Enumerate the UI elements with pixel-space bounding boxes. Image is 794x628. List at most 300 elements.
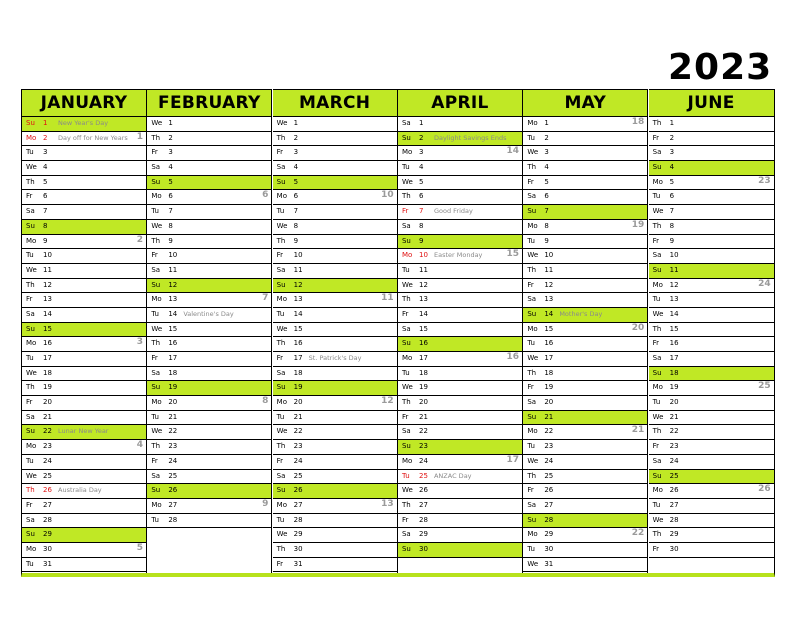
day-row: [147, 425, 271, 440]
day-number: 9: [43, 236, 48, 245]
weekday-label: Su: [151, 177, 161, 186]
weekday-label: Tu: [401, 368, 410, 377]
day-number: 25: [418, 471, 428, 480]
weekday-label: Th: [26, 280, 35, 289]
day-number: 20: [418, 398, 428, 407]
day-number: 20: [43, 398, 52, 407]
weekday-label: We: [527, 251, 539, 260]
day-row: [273, 514, 397, 529]
weekday-label: Mo: [276, 500, 287, 509]
day-row: [273, 440, 397, 455]
day-number: 11: [168, 265, 178, 274]
day-number: 15: [669, 324, 679, 333]
day-row: [398, 117, 522, 132]
day-row: [22, 249, 146, 264]
weekday-label: Mo: [527, 119, 538, 127]
day-row: [523, 293, 647, 308]
year-title: 2023: [668, 47, 773, 88]
weekday-label: Th: [401, 295, 411, 304]
day-row: [273, 293, 397, 308]
month-header: JANUARY: [22, 89, 146, 117]
day-number: 27: [669, 500, 679, 509]
day-row: [523, 381, 647, 396]
month-column-june: [649, 89, 774, 573]
day-number: 5: [168, 177, 173, 186]
day-number: 7: [418, 207, 424, 216]
day-row: [398, 132, 522, 147]
day-row: [523, 235, 647, 250]
day-number: 5: [669, 177, 675, 186]
day-number: 17: [418, 354, 428, 362]
weekday-label: Mo: [652, 486, 663, 495]
day-row: [147, 514, 271, 529]
day-number: 12: [293, 280, 303, 289]
weekday-label: Th: [151, 133, 161, 142]
day-number: 4: [544, 163, 549, 172]
month-column-january: [22, 89, 147, 573]
day-row: [22, 132, 146, 147]
weekday-label: Sa: [26, 309, 35, 318]
weekday-label: Tu: [26, 559, 34, 568]
weekday-label: Mo: [401, 251, 413, 260]
weekday-label: Tu: [527, 133, 535, 142]
day-row: [398, 323, 522, 338]
weekday-label: Fr: [401, 309, 409, 318]
weekday-label: Tu: [151, 309, 159, 318]
day-number: 3: [669, 148, 675, 157]
day-number: 4: [418, 163, 424, 172]
day-row: [398, 279, 522, 294]
weekday-label: Fr: [276, 148, 284, 157]
day-row: [649, 308, 774, 323]
day-number: 22: [293, 427, 303, 436]
day-row: [649, 367, 774, 382]
day-row: [649, 161, 774, 176]
day-row: [273, 323, 397, 338]
day-number: 9: [293, 236, 299, 245]
day-number: 21: [669, 412, 679, 421]
weekday-label: Tu: [652, 192, 661, 201]
day-row: [273, 367, 397, 382]
week-number: 7: [262, 293, 269, 304]
weekday-label: Fr: [276, 456, 284, 465]
week-number: 14: [506, 146, 519, 157]
day-row: [147, 381, 271, 396]
day-number: 28: [544, 515, 554, 524]
day-row: [273, 117, 397, 132]
weekday-label: Fr: [26, 295, 33, 304]
day-row: [147, 484, 271, 499]
weekday-label: Su: [401, 133, 411, 142]
weekday-label: Tu: [26, 148, 34, 157]
day-number: 26: [168, 486, 178, 495]
day-row: [523, 323, 647, 338]
day-row: [649, 484, 774, 499]
day-row: [649, 470, 774, 485]
day-row: [273, 235, 397, 250]
day-number: 20: [669, 398, 679, 407]
day-row: [22, 161, 146, 176]
weekday-label: Sa: [151, 471, 161, 480]
day-row: [398, 146, 522, 161]
weekday-label: Tu: [652, 295, 661, 304]
day-row: [398, 235, 522, 250]
month-column-may: [523, 89, 648, 573]
weekday-label: Th: [401, 192, 411, 201]
week-number: 10: [381, 190, 394, 201]
day-row: [22, 514, 146, 529]
weekday-label: Th: [26, 486, 35, 495]
day-row: [147, 132, 271, 147]
weekday-label: Th: [276, 133, 286, 142]
weekday-label: Th: [401, 500, 411, 509]
weekday-label: Mo: [401, 148, 413, 157]
day-number: 10: [168, 251, 178, 260]
weekday-label: Th: [401, 398, 411, 407]
weekday-label: Th: [652, 324, 662, 333]
weekday-label: Sa: [276, 368, 286, 377]
weekday-label: Su: [276, 486, 286, 495]
day-row: [147, 161, 271, 176]
weekday-label: Mo: [652, 383, 663, 392]
day-number: 17: [544, 354, 554, 362]
day-number: 8: [544, 221, 549, 230]
day-row: [523, 117, 647, 132]
day-number: 8: [293, 221, 299, 230]
day-number: 25: [168, 471, 178, 480]
weekday-label: Su: [401, 339, 411, 348]
month-column-march: [273, 89, 398, 573]
day-row: [398, 249, 522, 264]
week-number: 24: [758, 278, 771, 289]
day-row: [649, 220, 774, 235]
day-number: 1: [293, 119, 299, 127]
day-row: [649, 381, 774, 396]
week-number: 22: [631, 528, 645, 539]
day-number: 6: [418, 192, 424, 201]
day-row: [22, 528, 146, 543]
weekday-label: Sa: [652, 251, 662, 260]
day-row: [649, 528, 774, 543]
day-number: 6: [544, 192, 549, 201]
weekday-label: We: [26, 265, 37, 274]
day-number: 17: [168, 354, 178, 362]
weekday-label: Fr: [276, 354, 284, 362]
weekday-label: Sa: [26, 207, 35, 216]
week-number: 21: [631, 425, 645, 436]
day-row: [398, 190, 522, 205]
day-number: 16: [168, 339, 178, 348]
day-row: [22, 352, 146, 367]
weekday-label: We: [276, 427, 288, 436]
day-number: 7: [669, 207, 675, 216]
day-row: [523, 514, 647, 529]
day-row: [147, 470, 271, 485]
day-number: 17: [669, 354, 679, 362]
weekday-label: Su: [401, 442, 411, 451]
day-number: 23: [293, 442, 303, 451]
weekday-label: Sa: [151, 368, 161, 377]
day-row: [22, 205, 146, 220]
weekday-label: Tu: [276, 515, 285, 524]
day-row: [398, 337, 522, 352]
weekday-label: Fr: [652, 236, 660, 245]
weekday-label: Th: [527, 163, 537, 172]
weekday-label: Fr: [652, 133, 660, 142]
weekday-label: We: [276, 119, 288, 127]
day-number: 2: [418, 133, 424, 142]
weekday-label: Tu: [151, 515, 159, 524]
weekday-label: We: [527, 148, 539, 157]
day-row: [273, 337, 397, 352]
weekday-label: Tu: [401, 471, 410, 480]
weekday-label: Fr: [401, 207, 409, 216]
weekday-label: Th: [652, 530, 662, 539]
day-row: [649, 132, 774, 147]
day-number: 26: [418, 486, 428, 495]
weekday-label: Tu: [276, 207, 285, 216]
holiday-label: Australia Day: [58, 486, 102, 495]
day-number: 15: [43, 324, 52, 333]
day-row: [22, 484, 146, 499]
day-row: [649, 176, 774, 191]
weekday-label: Su: [527, 207, 537, 216]
weekday-label: We: [276, 324, 288, 333]
day-row: [398, 528, 522, 543]
day-number: 6: [43, 192, 48, 201]
day-row: [523, 264, 647, 279]
day-row: [273, 220, 397, 235]
day-number: 8: [43, 221, 48, 230]
day-number: 14: [544, 309, 554, 318]
day-row: [398, 455, 522, 470]
day-number: 31: [293, 559, 303, 568]
weekday-label: Th: [276, 339, 286, 348]
day-row: [649, 293, 774, 308]
weekday-label: We: [652, 412, 664, 421]
day-number: 8: [418, 221, 424, 230]
holiday-label: Valentine's Day: [183, 309, 234, 318]
day-number: 19: [544, 383, 554, 392]
weekday-label: Mo: [151, 398, 162, 407]
weekday-label: Fr: [527, 486, 534, 495]
day-number: 7: [43, 207, 48, 216]
weekday-label: Fr: [26, 192, 33, 201]
day-number: 24: [669, 456, 679, 465]
day-number: 1: [544, 119, 549, 127]
day-number: 25: [544, 471, 554, 480]
day-number: 3: [544, 148, 549, 157]
weekday-label: Fr: [652, 339, 660, 348]
weekday-label: Su: [276, 383, 286, 392]
weekday-label: Mo: [652, 280, 663, 289]
weekday-label: Fr: [151, 251, 158, 260]
day-row: [398, 264, 522, 279]
weekday-label: Th: [652, 427, 662, 436]
day-row: [649, 514, 774, 529]
weekday-label: Fr: [151, 456, 158, 465]
day-number: 23: [418, 442, 428, 451]
day-number: 14: [168, 309, 178, 318]
holiday-label: Easter Monday: [433, 251, 483, 260]
day-row: [273, 558, 397, 573]
empty-day-row: [147, 528, 271, 543]
day-row: [273, 205, 397, 220]
day-number: 7: [293, 207, 299, 216]
week-number: 11: [381, 293, 394, 304]
day-row: [273, 381, 397, 396]
weekday-label: Mo: [401, 354, 413, 362]
day-row: [398, 205, 522, 220]
weekday-label: Mo: [276, 295, 287, 304]
weekday-label: Mo: [652, 177, 663, 186]
day-row: [22, 308, 146, 323]
day-number: 24: [293, 456, 303, 465]
day-number: 30: [669, 544, 679, 553]
day-number: 3: [418, 148, 424, 157]
day-row: [398, 396, 522, 411]
month-column-april: [398, 89, 523, 573]
weekday-label: We: [151, 221, 163, 230]
day-number: 14: [418, 309, 428, 318]
weekday-label: Mo: [527, 427, 538, 436]
weekday-label: Sa: [527, 398, 537, 407]
weekday-label: We: [401, 177, 413, 186]
day-row: [147, 146, 271, 161]
day-row: [398, 176, 522, 191]
month-header: MARCH: [273, 89, 397, 117]
week-number: 6: [262, 190, 269, 201]
weekday-label: Su: [652, 368, 662, 377]
day-number: 24: [418, 456, 428, 465]
day-row: [523, 220, 647, 235]
day-number: 16: [544, 339, 554, 348]
day-row: [273, 264, 397, 279]
day-number: 24: [168, 456, 178, 465]
day-number: 13: [418, 295, 428, 304]
weekday-label: Th: [276, 442, 286, 451]
day-number: 29: [293, 530, 303, 539]
weekday-label: Th: [527, 368, 537, 377]
weekday-label: Fr: [401, 515, 409, 524]
day-number: 5: [293, 177, 299, 186]
day-row: [273, 543, 397, 558]
day-row: [147, 396, 271, 411]
empty-day-row: [649, 558, 774, 573]
weekday-label: Su: [527, 309, 537, 318]
day-number: 22: [544, 427, 554, 436]
day-row: [22, 235, 146, 250]
day-number: 9: [544, 236, 549, 245]
weekday-label: Mo: [527, 530, 538, 539]
day-number: 29: [544, 530, 554, 539]
weekday-label: Tu: [276, 412, 285, 421]
day-row: [22, 396, 146, 411]
day-row: [147, 205, 271, 220]
day-number: 21: [418, 412, 428, 421]
day-number: 19: [168, 383, 178, 392]
empty-day-row: [147, 558, 271, 573]
weekday-label: Sa: [276, 471, 286, 480]
week-number: 12: [381, 396, 394, 407]
day-number: 22: [43, 427, 52, 436]
day-row: [523, 249, 647, 264]
weekday-label: Su: [26, 119, 35, 127]
day-number: 2: [168, 133, 173, 142]
weekday-label: Tu: [26, 251, 34, 260]
day-number: 25: [669, 471, 679, 480]
day-number: 22: [418, 427, 428, 436]
week-number: 18: [631, 117, 645, 127]
day-row: [398, 514, 522, 529]
weekday-label: Th: [151, 339, 161, 348]
weekday-label: Th: [276, 544, 286, 553]
day-row: [22, 455, 146, 470]
day-number: 22: [669, 427, 679, 436]
day-number: 10: [669, 251, 679, 260]
day-number: 17: [43, 354, 52, 362]
weekday-label: Sa: [652, 456, 662, 465]
day-number: 16: [43, 339, 52, 348]
day-row: [398, 499, 522, 514]
day-number: 15: [418, 324, 428, 333]
day-number: 25: [293, 471, 303, 480]
day-row: [22, 117, 146, 132]
weekday-label: Tu: [652, 500, 661, 509]
day-number: 26: [293, 486, 303, 495]
day-row: [523, 367, 647, 382]
day-row: [523, 499, 647, 514]
day-number: 27: [418, 500, 428, 509]
day-row: [523, 470, 647, 485]
day-row: [147, 235, 271, 250]
day-row: [147, 367, 271, 382]
day-number: 26: [669, 486, 679, 495]
day-number: 7: [168, 207, 173, 216]
day-row: [523, 176, 647, 191]
weekday-label: Sa: [652, 148, 662, 157]
day-number: 30: [544, 544, 554, 553]
weekday-label: Th: [151, 236, 161, 245]
day-row: [22, 499, 146, 514]
day-number: 6: [293, 192, 299, 201]
weekday-label: We: [151, 324, 163, 333]
day-row: [398, 220, 522, 235]
day-number: 28: [669, 515, 679, 524]
weekday-label: Mo: [151, 192, 162, 201]
week-number: 23: [758, 175, 771, 186]
day-number: 14: [669, 309, 679, 318]
day-row: [649, 499, 774, 514]
day-number: 6: [168, 192, 173, 201]
day-number: 1: [669, 119, 675, 127]
weekday-label: Mo: [26, 544, 37, 553]
day-row: [22, 146, 146, 161]
day-number: 29: [43, 530, 52, 539]
day-row: [523, 484, 647, 499]
day-row: [147, 440, 271, 455]
weekday-label: Fr: [401, 412, 409, 421]
day-number: 12: [669, 280, 679, 289]
weekday-label: Tu: [276, 309, 285, 318]
day-number: 11: [293, 265, 303, 274]
weekday-label: Mo: [527, 324, 538, 333]
weekday-label: Sa: [401, 530, 411, 539]
weekday-label: We: [652, 207, 664, 216]
weekday-label: We: [401, 280, 413, 289]
day-row: [649, 264, 774, 279]
weekday-label: We: [652, 515, 664, 524]
